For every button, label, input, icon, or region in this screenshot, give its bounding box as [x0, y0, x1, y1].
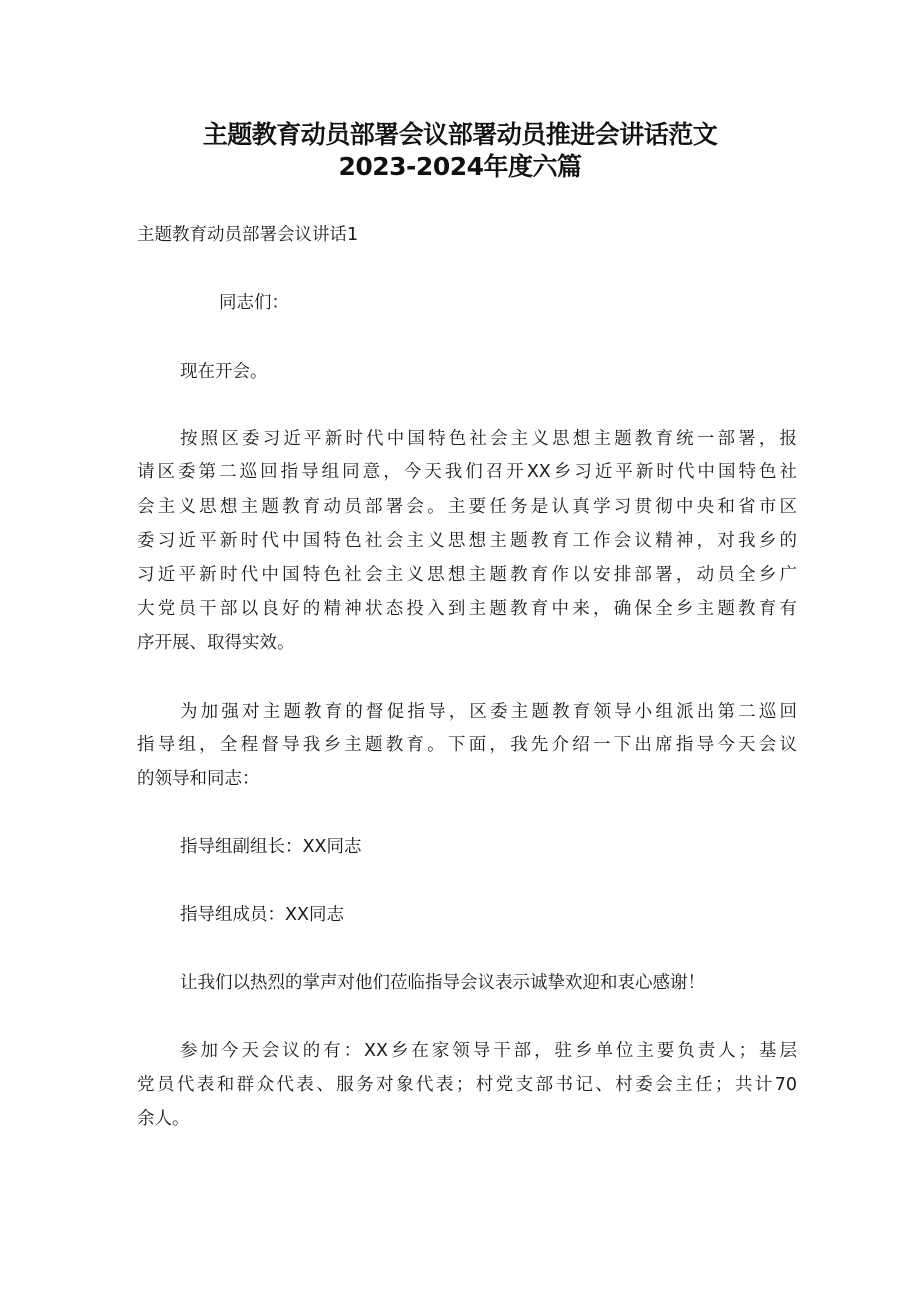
opening-paragraph: 现在开会。 — [180, 362, 268, 382]
salutation: 同志们： — [219, 293, 289, 313]
document-title-line-2: 2023-2024年度六篇 — [338, 152, 582, 181]
paragraph-line: 的领导和同志： — [137, 769, 260, 789]
member-line: 指导组成员：XX同志 — [180, 905, 344, 925]
paragraph-line: 委习近平新时代中国特色社会主义思想主题教育工作会议精神，对我乡的 — [137, 531, 797, 551]
welcome-line: 让我们以热烈的掌声对他们莅临指导会议表示诚挚欢迎和衷心感谢！ — [180, 973, 705, 993]
paragraph-line: 会主义思想主题教育动员部署会。主要任务是认真学习贯彻中央和省市区 — [137, 497, 797, 517]
paragraph-line: 请区委第二巡回指导组同意，今天我们召开XX乡习近平新时代中国特色社 — [137, 462, 797, 482]
paragraph-line: 余人。 — [137, 1109, 190, 1129]
paragraph-line: 大党员干部以良好的精神状态投入到主题教育中来，确保全乡主题教育有 — [137, 599, 797, 619]
deputy-leader-line: 指导组副组长：XX同志 — [180, 837, 362, 857]
section-heading: 主题教育动员部署会议讲话1 — [137, 225, 359, 245]
paragraph-line: 党员代表和群众代表、服务对象代表；村党支部书记、村委会主任；共计70 — [137, 1075, 797, 1095]
paragraph-line: 参加今天会议的有：XX乡在家领导干部，驻乡单位主要负责人；基层 — [180, 1041, 797, 1061]
paragraph-line: 指导组，全程督导我乡主题教育。下面，我先介绍一下出席指导今天会议 — [137, 735, 797, 755]
paragraph-line: 为加强对主题教育的督促指导，区委主题教育领导小组派出第二巡回 — [180, 702, 797, 722]
paragraph-line: 序开展、取得实效。 — [137, 633, 295, 653]
paragraph-line: 按照区委习近平新时代中国特色社会主义思想主题教育统一部署，报 — [180, 429, 797, 449]
document-title-line-1: 主题教育动员部署会议部署动员推进会讲话范文 — [202, 120, 718, 149]
paragraph-line: 习近平新时代中国特色社会主义思想主题教育作以安排部署，动员全乡广 — [137, 565, 797, 585]
